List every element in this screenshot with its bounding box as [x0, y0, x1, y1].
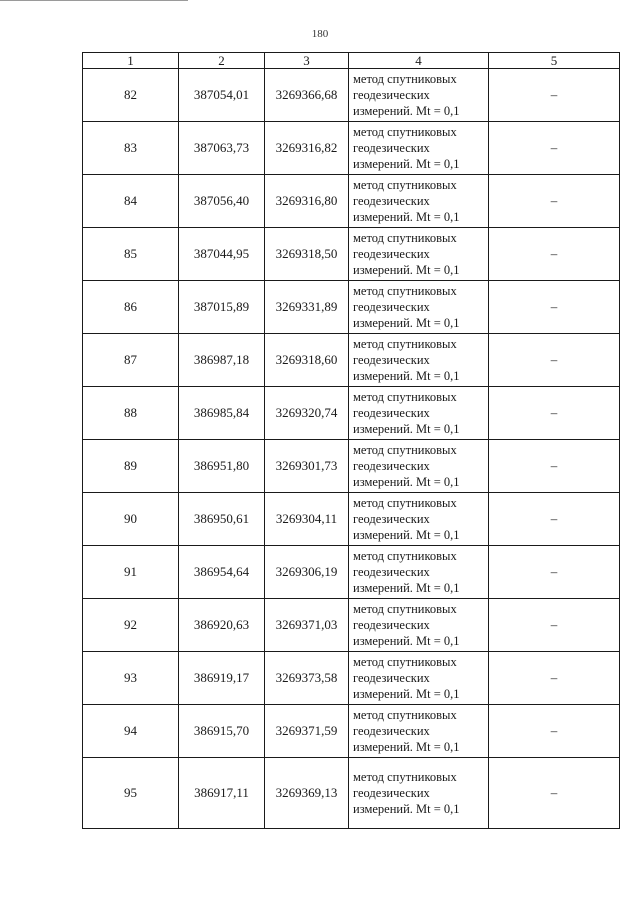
method-line: измерений. Mt = 0,1: [353, 634, 460, 648]
method-line: метод спутниковых: [353, 72, 457, 86]
note-cell: –: [489, 440, 620, 493]
method-cell: [349, 758, 489, 829]
table-row: [83, 493, 620, 546]
method-cell: [349, 493, 489, 546]
method-line: метод спутниковых: [353, 284, 457, 298]
method-line: метод спутниковых: [353, 178, 457, 192]
x-coordinate-cell: 386920,63: [179, 599, 265, 652]
method-line: геодезических: [353, 247, 430, 261]
method-line: геодезических: [353, 406, 430, 420]
y-coordinate-cell: 3269316,80: [265, 175, 349, 228]
method-line: геодезических: [353, 459, 430, 473]
header-col-4: 4: [349, 53, 489, 69]
corner-rule: [0, 0, 188, 1]
note-cell: –: [489, 228, 620, 281]
point-number-cell: 90: [83, 493, 179, 546]
note-cell: –: [489, 334, 620, 387]
y-coordinate-cell: 3269304,11: [265, 493, 349, 546]
header-col-2: 2: [179, 53, 265, 69]
method-cell: [349, 69, 489, 122]
table-row: [83, 705, 620, 758]
point-number-cell: 94: [83, 705, 179, 758]
x-coordinate-cell: 387056,40: [179, 175, 265, 228]
point-number-cell: 87: [83, 334, 179, 387]
table-row: [83, 334, 620, 387]
table-body: [83, 69, 620, 829]
method-line: метод спутниковых: [353, 655, 457, 669]
method-cell: [349, 334, 489, 387]
header-col-1: 1: [83, 53, 179, 69]
point-number-cell: 92: [83, 599, 179, 652]
x-coordinate-cell: 387044,95: [179, 228, 265, 281]
table-row: [83, 281, 620, 334]
note-cell: –: [489, 758, 620, 829]
method-line: измерений. Mt = 0,1: [353, 104, 460, 118]
method-line: измерений. Mt = 0,1: [353, 687, 460, 701]
table-row: [83, 758, 620, 829]
table-row: [83, 440, 620, 493]
method-line: измерений. Mt = 0,1: [353, 210, 460, 224]
x-coordinate-cell: 387015,89: [179, 281, 265, 334]
method-line: метод спутниковых: [353, 443, 457, 457]
x-coordinate-cell: 386950,61: [179, 493, 265, 546]
x-coordinate-cell: 386917,11: [179, 758, 265, 829]
point-number-cell: 84: [83, 175, 179, 228]
method-line: геодезических: [353, 512, 430, 526]
note-cell: –: [489, 705, 620, 758]
note-cell: –: [489, 122, 620, 175]
method-cell: [349, 281, 489, 334]
table-row: [83, 175, 620, 228]
note-cell: –: [489, 281, 620, 334]
point-number-cell: 93: [83, 652, 179, 705]
method-line: измерений. Mt = 0,1: [353, 157, 460, 171]
y-coordinate-cell: 3269306,19: [265, 546, 349, 599]
x-coordinate-cell: 386951,80: [179, 440, 265, 493]
method-line: измерений. Mt = 0,1: [353, 422, 460, 436]
page-number: 180: [311, 28, 329, 40]
method-line: геодезических: [353, 300, 430, 314]
method-cell: [349, 122, 489, 175]
header-col-3: 3: [265, 53, 349, 69]
point-number-cell: 91: [83, 546, 179, 599]
y-coordinate-cell: 3269371,03: [265, 599, 349, 652]
x-coordinate-cell: 386985,84: [179, 387, 265, 440]
method-cell: [349, 228, 489, 281]
method-cell: [349, 387, 489, 440]
y-coordinate-cell: 3269301,73: [265, 440, 349, 493]
x-coordinate-cell: 386915,70: [179, 705, 265, 758]
method-line: измерений. Mt = 0,1: [353, 740, 460, 754]
method-line: геодезических: [353, 724, 430, 738]
method-line: геодезических: [353, 565, 430, 579]
method-line: метод спутниковых: [353, 708, 457, 722]
method-line: измерений. Mt = 0,1: [353, 581, 460, 595]
point-number-cell: 89: [83, 440, 179, 493]
x-coordinate-cell: 386954,64: [179, 546, 265, 599]
method-line: метод спутниковых: [353, 770, 457, 784]
note-cell: –: [489, 652, 620, 705]
point-number-cell: 86: [83, 281, 179, 334]
coordinates-table: [82, 52, 620, 829]
header-col-5: 5: [489, 53, 620, 69]
y-coordinate-cell: 3269331,89: [265, 281, 349, 334]
x-coordinate-cell: 386919,17: [179, 652, 265, 705]
note-cell: –: [489, 69, 620, 122]
note-cell: –: [489, 493, 620, 546]
method-line: геодезических: [353, 671, 430, 685]
method-line: геодезических: [353, 194, 430, 208]
table-row: [83, 599, 620, 652]
x-coordinate-cell: 386987,18: [179, 334, 265, 387]
point-number-cell: 95: [83, 758, 179, 829]
table-header: [83, 53, 620, 69]
point-number-cell: 85: [83, 228, 179, 281]
table-row: [83, 546, 620, 599]
method-line: измерений. Mt = 0,1: [353, 802, 460, 816]
note-cell: –: [489, 175, 620, 228]
method-cell: [349, 652, 489, 705]
x-coordinate-cell: 387063,73: [179, 122, 265, 175]
table-row: [83, 69, 620, 122]
y-coordinate-cell: 3269371,59: [265, 705, 349, 758]
note-cell: –: [489, 387, 620, 440]
note-cell: –: [489, 599, 620, 652]
method-line: геодезических: [353, 618, 430, 632]
method-line: метод спутниковых: [353, 231, 457, 245]
method-line: измерений. Mt = 0,1: [353, 263, 460, 277]
method-line: геодезических: [353, 141, 430, 155]
method-line: метод спутниковых: [353, 549, 457, 563]
method-line: измерений. Mt = 0,1: [353, 528, 460, 542]
y-coordinate-cell: 3269366,68: [265, 69, 349, 122]
table-row: [83, 122, 620, 175]
table-row: [83, 652, 620, 705]
x-coordinate-cell: 387054,01: [179, 69, 265, 122]
method-line: метод спутниковых: [353, 390, 457, 404]
method-line: геодезических: [353, 88, 430, 102]
method-cell: [349, 705, 489, 758]
y-coordinate-cell: 3269318,50: [265, 228, 349, 281]
point-number-cell: 88: [83, 387, 179, 440]
method-line: измерений. Mt = 0,1: [353, 475, 460, 489]
method-line: геодезических: [353, 353, 430, 367]
y-coordinate-cell: 3269320,74: [265, 387, 349, 440]
header-row: [83, 53, 620, 69]
method-cell: [349, 440, 489, 493]
method-line: метод спутниковых: [353, 125, 457, 139]
y-coordinate-cell: 3269316,82: [265, 122, 349, 175]
y-coordinate-cell: 3269318,60: [265, 334, 349, 387]
point-number-cell: 83: [83, 122, 179, 175]
method-line: метод спутниковых: [353, 496, 457, 510]
method-line: измерений. Mt = 0,1: [353, 369, 460, 383]
method-cell: [349, 546, 489, 599]
y-coordinate-cell: 3269369,13: [265, 758, 349, 829]
method-line: метод спутниковых: [353, 337, 457, 351]
method-line: метод спутниковых: [353, 602, 457, 616]
method-cell: [349, 175, 489, 228]
method-line: геодезических: [353, 786, 430, 800]
method-cell: [349, 599, 489, 652]
table-row: [83, 228, 620, 281]
point-number-cell: 82: [83, 69, 179, 122]
y-coordinate-cell: 3269373,58: [265, 652, 349, 705]
note-cell: –: [489, 546, 620, 599]
method-line: измерений. Mt = 0,1: [353, 316, 460, 330]
table-row: [83, 387, 620, 440]
